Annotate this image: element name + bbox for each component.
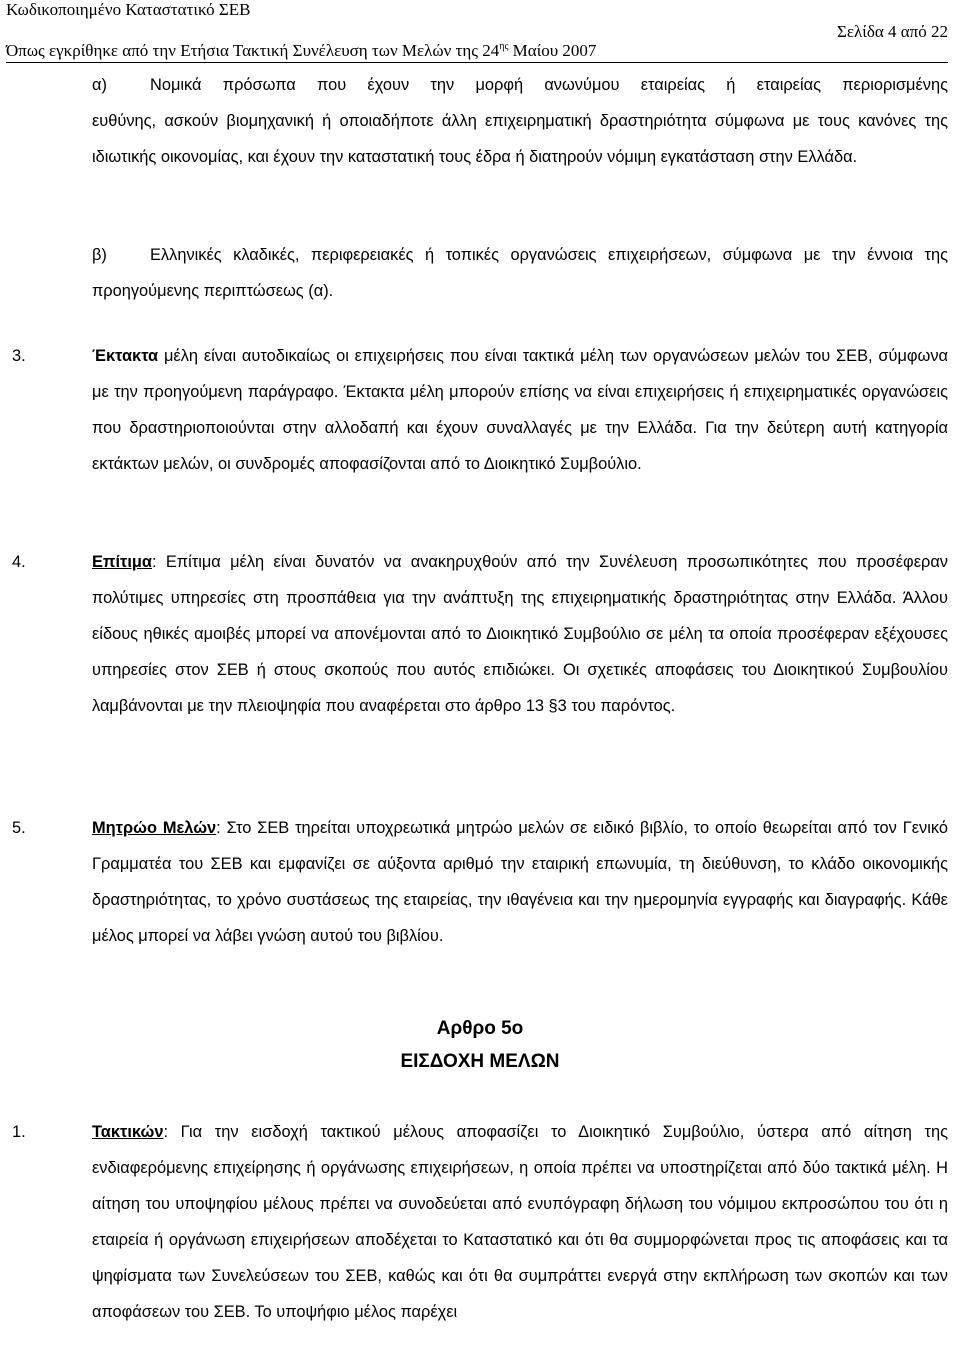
paragraph-1-number: 1. (12, 1123, 26, 1141)
article-subtitle: ΕΙΣΔΟΧΗ ΜΕΛΩΝ (400, 1051, 560, 1072)
paragraph-5-number: 5. (12, 819, 26, 837)
paragraph-3-text: Έκτακτα μέλη είναι αυτοδικαίως οι επιχειρήσεις που είναι τακτικά μέλη των οργανώσεων μελών του ΣΕΒ, σύμφωνα με την προηγούμενη παράγραφο. Έκτακτα μέλη μπορούν επίσης να είναι επιχειρήσεις ή επιχειρηματικές οργανώσεις που δραστηριοποιούνται στην αλλοδαπή και έχουν συναλλαγές με την Ελλάδα. Για την δεύτερη αυτή κατηγορία εκτάκτων μελών, οι συνδρομές αποφασίζονται από το Διοικητικό Συμβούλιο. (92, 347, 948, 473)
paragraph-3-number: 3. (12, 347, 26, 365)
page-number: Σελίδα 4 από 22 (836, 22, 948, 41)
paragraph-1-text: Τακτικών: Για την εισδοχή τακτικού μέλους αποφασίζει το Διοικητικό Συμβούλιο, ύστερα από αίτηση της ενδιαφερόμενης επιχείρησης ή οργάνωσης επιχειρήσεων, η οποία πρέπει να υποστηρίζεται από δύο τακτικά μέλη. Η αίτηση του υποψηφίου μέλους πρέπει να συνοδεύεται από ενυπόγραφη δήλωση του νόμιμου εκπροσώπου του ότι η εταιρεία ή οργάνωση επιχειρήσεων αποδέχεται το Καταστατικό και ότι θα συμμορφώνεται προς τις αποφάσεις και τα ψηφίσματα των Συνελεύσεων του ΣΕΒ, καθώς και ότι θα συμπράττει ενεργά στην εκπλήρωση των σκοπών και των αποφάσεων του ΣΕΒ. Το υποψήφιο μέλος παρέχει (92, 1123, 948, 1321)
document-subtitle: Όπως εγκρίθηκε από την Ετήσια Τακτική Συνέλευση των Μελών της $24^{\eta\varsigma}$ Μαίου 2007 (6, 41, 597, 60)
item-a-text: ευθύνης, ασκούν βιομηχανική ή οποιαδήποτε άλλη επιχειρηματική δραστηριότητα σύμφωνα με τους κανόνες της ιδιωτικής οικονομίας, και έχουν την καταστατική τους έδρα ή διατηρούν νόμιμη εγκατάσταση στην Ελλάδα. (92, 112, 948, 166)
item-a-first-line: α) Νομικά πρόσωπα που έχουν την μορφή ανωνύμου εταιρείας ή εταιρείας περιορισμένης (92, 76, 948, 94)
document-title: Κωδικοποιημένο Καταστατικό ΣΕΒ (6, 0, 251, 19)
article-title: Αρθρο 5ο (436, 1018, 524, 1039)
item-b-text: β) Ελληνικές κλαδικές, περιφερειακές ή τοπικές οργανώσεις επιχειρήσεων, σύμφωνα με την έννοια της προηγούμενης περιπτώσεως (α). (92, 246, 948, 300)
paragraph-4-number: 4. (12, 553, 26, 571)
page-header (6, 0, 948, 63)
paragraph-4-text: Επίτιμα: Επίτιμα μέλη είναι δυνατόν να ανακηρυχθούν από την Συνέλευση προσωπικότητες που προσέφεραν πολύτιμες υπηρεσίες στη προσπάθεια για την ανάπτυξη της επιχειρηματικής δραστηριότητας στην Ελλάδα. Άλλου είδους ηθικές αμοιβές μπορεί να απονέμονται από το Διοικητικό Συμβούλιο σε μέλη τα οποία προσέφεραν εξέχουσες υπηρεσίες στον ΣΕΒ ή στους σκοπούς που αυτός επιδιώκει. Οι σχετικές αποφάσεις του Διοικητικού Συμβουλίου λαμβάνονται με την πλειοψηφία που αναφέρεται στο άρθρο 13 §3 του παρόντος. (92, 553, 948, 715)
paragraph-5-text: Μητρώο Μελών: Στο ΣΕΒ τηρείται υποχρεωτικά μητρώο μελών σε ειδικό βιβλίο, το οποίο θεωρείται από τον Γενικό Γραμματέα του ΣΕΒ και εμφανίζει σε αύξοντα αριθμό την εταιρική επωνυμία, τη διεύθυνση, το κλάδο οικονομικής δραστηριότητας, το χρόνο συστάσεως της εταιρείας, την ιθαγένεια και την ημερομηνία εγγραφής και διαγραφής. Κάθε μέλος μπορεί να λάβει γνώση αυτού του βιβλίου. (92, 819, 948, 945)
